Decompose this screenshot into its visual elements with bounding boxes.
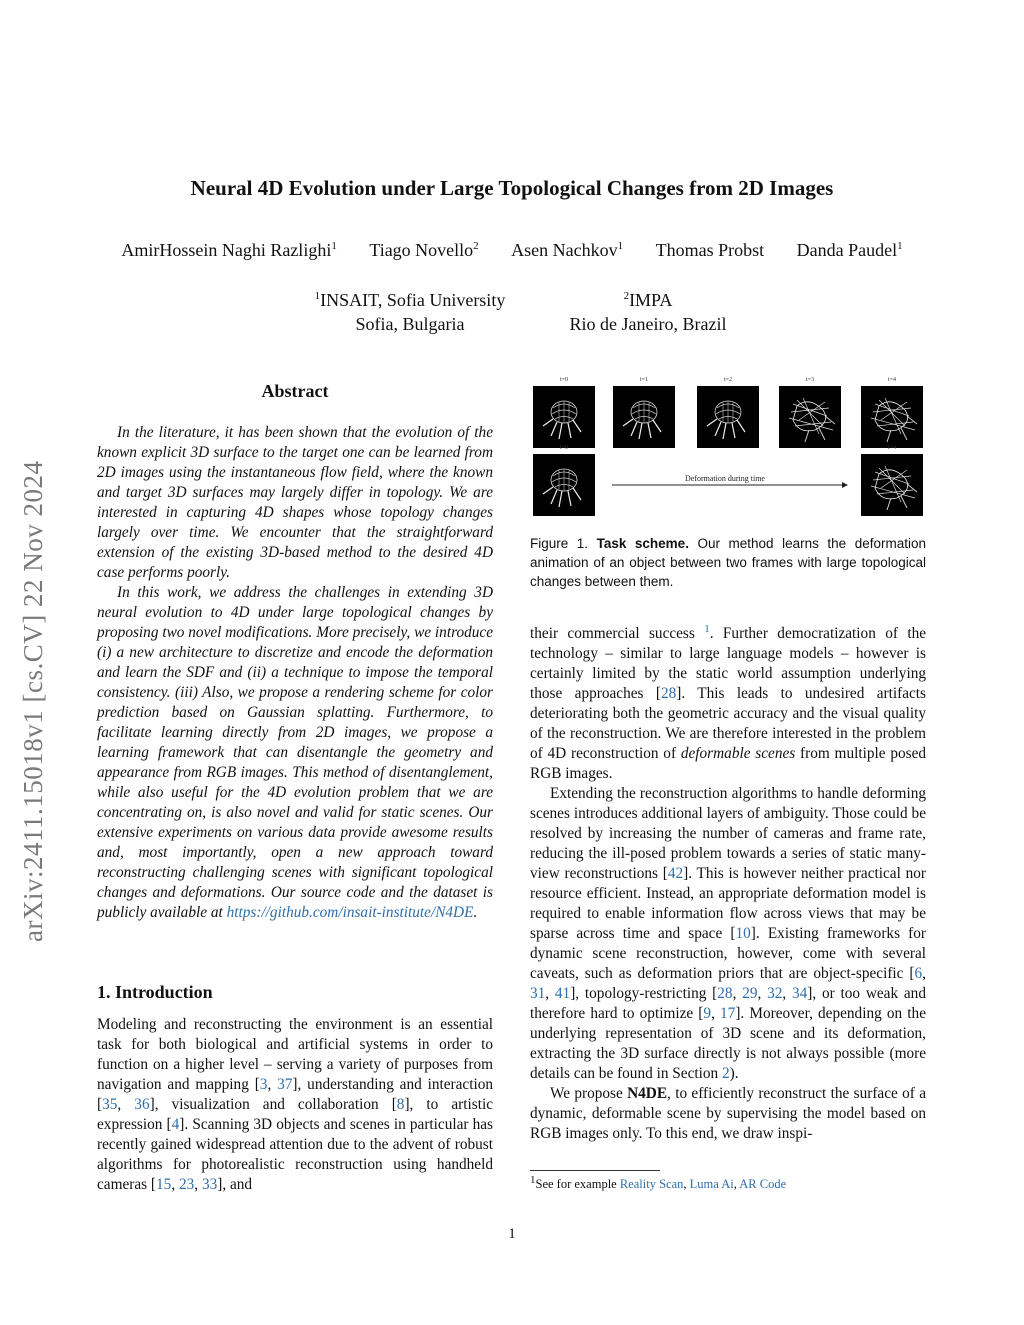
abstract-body <box>97 423 493 923</box>
footnote-link[interactable]: Luma Ai <box>689 1177 734 1191</box>
author: Asen Nachkov$^1$ <box>511 240 624 260</box>
arrow-icon <box>610 480 850 490</box>
citation-link[interactable]: 4 <box>171 1116 180 1133</box>
figure-panel: t=2 <box>697 386 759 448</box>
citation-link[interactable]: 28 <box>660 685 677 702</box>
intro-paragraph: Modeling and reconstructing the environment is an essential task for both biological and artificial systems in order to function on a higher level – serving a variety of purposes from navigation and mapping [3, 37], understanding and interaction [35, 36], visualization and collaboration [8], to artistic expression [4]. Scanning 3D objects and scenes in particular has recently gained widespread attention due to the advent of robust algorithms for photorealistic reconstruction using handheld cameras [15, 23, 33], and <box>97 1016 494 1193</box>
citation-link[interactable]: 9 <box>703 1005 712 1022</box>
author-list <box>0 240 1024 261</box>
citation-link[interactable]: 29 <box>742 985 758 1002</box>
author: Thomas Probst <box>655 240 765 260</box>
footnote-link[interactable]: AR Code <box>739 1177 787 1191</box>
citation-link[interactable]: 10 <box>735 925 751 942</box>
citation-link[interactable]: 28 <box>717 985 733 1002</box>
citation-link[interactable]: 41 <box>554 985 571 1002</box>
citation-link[interactable]: 35 <box>102 1096 118 1113</box>
footnote: $^1$See for example Reality Scan, Luma Ai, AR Code <box>530 1173 787 1191</box>
citation-link[interactable]: 36 <box>134 1096 150 1113</box>
footnote-ref[interactable]: 1 <box>704 622 710 635</box>
right-column-body <box>530 624 926 1144</box>
author: Tiago Novello$^2$ <box>369 240 479 260</box>
body-paragraph: their commercial success $^1$. Further democratization of the technology – similar to large language models – however is certainly limited by the static world assumption underlying those approaches [28]. This leads to undesired artifacts deteriorating both the geometric accuracy and the visual quality of the reconstruction. We are therefore interested in the problem of 4D reconstruction of deformable scenes from multiple posed RGB images. <box>530 622 927 782</box>
body-paragraph: We propose N4DE, to efficiently reconstruct the surface of a dynamic, deformable scene by supervising the model based on RGB images only. To this end, we draw inspi- <box>530 1085 926 1142</box>
page-number: 1 <box>508 1226 516 1242</box>
arxiv-sidebar-id: arXiv:2411.15018v1 [cs.CV] 22 Nov 2024 <box>18 460 48 942</box>
citation-link[interactable]: 17 <box>720 1005 736 1022</box>
arrow-label: Deformation during time <box>685 474 765 483</box>
citation-link[interactable]: 8 <box>396 1096 405 1113</box>
citation-link[interactable]: 3 <box>259 1076 268 1093</box>
figure-panel: t=4 <box>861 454 923 516</box>
abstract-heading: Abstract <box>261 381 329 401</box>
citation-link[interactable]: 6 <box>914 965 923 982</box>
figure-1 <box>530 377 926 520</box>
footnote-link[interactable]: Reality Scan <box>619 1177 684 1191</box>
author: Danda Paudel$^1$ <box>796 240 903 260</box>
citation-link[interactable]: 34 <box>792 985 808 1002</box>
author: AmirHossein Naghi Razlighi$^1$ <box>121 240 337 260</box>
citation-link[interactable]: 42 <box>667 865 684 882</box>
citation-link[interactable]: 15 <box>156 1176 172 1193</box>
citation-link[interactable]: 31 <box>530 985 546 1002</box>
citation-link[interactable]: 37 <box>277 1076 293 1093</box>
abstract-paragraph: In the literature, it has been shown that the evolution of the known explicit 3D surface to the target one can be learned from 2D images using the instantaneous flow field, where the known and target 3D surfaces may largely differ in topology. We are interested in capturing 4D shapes whose topology changes largely over time. We encounter that the straightforward extension of the existing 3D-based method to the desired 4D case performs poorly. <box>97 424 493 581</box>
figure-panel: t=0 <box>533 386 595 448</box>
figure-panel: t=3 <box>779 386 841 448</box>
citation-link[interactable]: 33 <box>201 1176 218 1193</box>
section-link[interactable]: 2 <box>722 1065 730 1082</box>
figure-panel: t=1 <box>613 386 675 448</box>
source-code-link[interactable]: https://github.com/insait-institute/N4DE <box>226 904 474 921</box>
section-heading-introduction: 1. Introduction <box>97 982 213 1002</box>
affiliation-2: $^2$IMPA Rio de Janeiro, Brazil <box>569 290 727 334</box>
figure-caption: Figure 1. Task scheme. Our method learns the deformation animation of an object between two frames with large topological changes between them. <box>530 536 926 589</box>
intro-body <box>97 1015 493 1195</box>
paper-title: Neural 4D Evolution under Large Topological Changes from 2D Images <box>190 176 834 200</box>
figure-panel: t=0 <box>533 454 595 516</box>
body-paragraph: Extending the reconstruction algorithms to handle deforming scenes introduces additional layers of ambiguity. Those could be resolved by increasing the number of cameras and frame rate, reducing the ill-posed problem towards a series of static many-view reconstructions [42]. This is however neither practical nor resource efficient. Instead, an appropriate deformation model is required to enable information flow across views that may be sparse across time and space [10]. Existing frameworks for dynamic scene reconstruction, however, come with several caveats, such as deformation priors that are object-specific [6, 31, 41], topology-restricting [28, 29, 32, 34], or too weak and therefore hard to optimize [9, 17]. Moreover, depending on the underlying representation of 3D scene and its deformation, extracting the 3D surface directly is not always possible (more details can be found in Section 2). <box>530 785 926 1082</box>
affiliation-1: $^1$INSAIT, Sofia University Sofia, Bulgaria <box>314 290 506 334</box>
citation-link[interactable]: 23 <box>178 1176 195 1193</box>
citation-link[interactable]: 32 <box>767 985 783 1002</box>
footnote-divider <box>530 1170 660 1171</box>
abstract-paragraph: In this work, we address the challenges in extending 3D neural evolution to 4D under large topological changes by proposing two novel modifications. More precisely, we introduce (i) a new architecture to discretize and encode the deformation and learn the SDF and (ii) a technique to impose the temporal consistency. (iii) Also, we propose a rendering scheme for color prediction based on Gaussian splatting. Furthermore, to facilitate learning directly from 2D images, we propose a learning framework that can disentangle the geometry and appearance from RGB images. This method of disentanglement, while also useful for the 4D evolution problem that we are concentrating on, is also novel and valid for static scenes. Our extensive experiments on various data provide awesome results and, most importantly, open a new approach toward reconstructing challenging scenes with significant topological changes and deformations. Our source code and the dataset is publicly available at https://github.com/insait-institute/N4DE. <box>97 584 493 921</box>
figure-panel: t=4 <box>861 386 923 448</box>
